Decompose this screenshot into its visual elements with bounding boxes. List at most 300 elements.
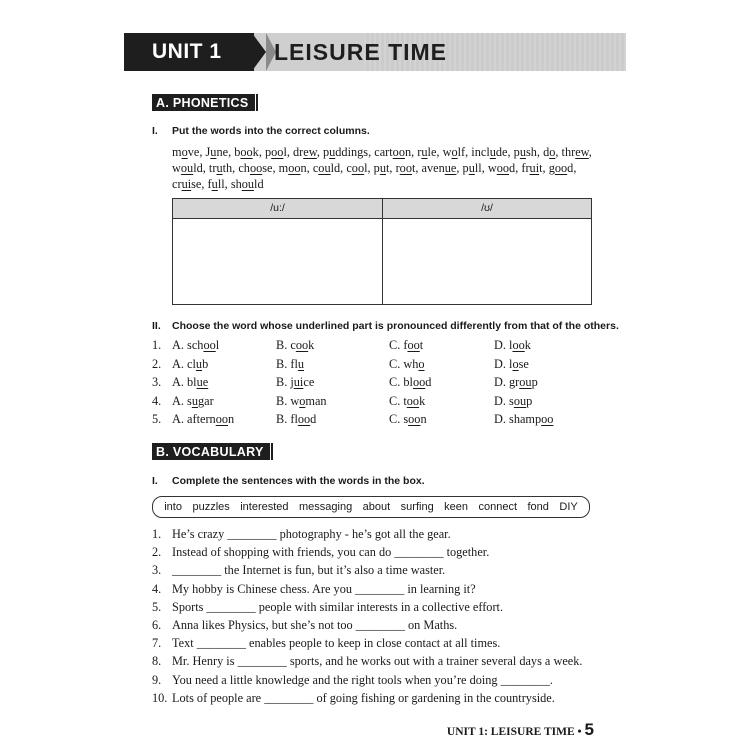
option-letter: C. [389,375,404,389]
word-item [548,161,577,175]
word-part: th [222,161,233,175]
underlined-part: u [329,145,336,159]
question-number: 2. [152,356,162,371]
word-separator: , [316,145,323,159]
word-separator: , [224,177,231,191]
answer-option [172,394,214,409]
word-item [562,145,589,159]
word-part: n [420,412,427,426]
underlined-part: ew [575,145,589,159]
word-part: cart [374,145,393,159]
word-part: c [312,161,319,175]
word-part: se [518,356,529,371]
unit-title: LEISURE TIME [274,39,448,65]
underlined-part: o [418,356,425,371]
underlined-part: oo [512,338,525,352]
word-part: b [202,356,209,371]
word-part: gr [509,375,520,389]
option-letter: D. [494,356,510,371]
word-separator: , [436,145,443,159]
word-item [313,161,340,175]
word-part: sh [525,145,537,159]
word-part: p [513,145,520,159]
underlined-part: oo [554,161,568,175]
word-item [238,161,272,175]
word-part: bl [187,375,197,389]
word-item [374,161,390,175]
option-letter: B. [276,356,291,371]
word-part: fl [290,356,298,371]
word-part: wh [403,356,419,371]
word-part: b [234,145,241,159]
sentence-number: 9. [152,672,162,687]
word-part: l [509,338,513,352]
underlined-part: u [191,393,198,408]
table-divider [382,199,383,304]
answer-option [172,375,208,390]
banner-arrow-shape [252,33,266,71]
underlined-part: oo [295,338,309,352]
word-part: k [419,393,426,408]
underlined-part: ew [303,145,317,159]
word-separator: , [272,161,279,175]
word-separator: , [228,145,235,159]
word-part: se [191,177,202,191]
box-word: keen [444,501,469,513]
underlined-part: u [216,161,223,175]
word-part: fr [521,161,530,175]
word-part: d [567,161,574,175]
word-separator: , [367,161,374,175]
mcq-row [152,412,592,428]
word-separator: , [199,145,206,159]
mcq-row [152,375,592,391]
underlined-part: oo [203,338,216,352]
underlined-part: oo [412,375,426,389]
unit-label: UNIT 1 [152,40,222,63]
underlined-part: u [211,177,218,191]
underlined-part: ou [318,161,331,175]
word-part: ll [217,177,225,191]
unit-banner [124,33,626,71]
option-letter: B. [276,393,291,408]
word-part: k [252,145,259,159]
word-part: t [385,161,390,175]
word-part: se [262,161,273,175]
word-part: k [308,338,315,352]
word-part: le [427,145,437,159]
underlined-part: oo [271,145,284,159]
word-part: t [403,393,407,408]
word-separator: , [415,161,422,175]
word-separator: , [456,161,463,175]
option-letter: C. [389,338,404,352]
sentence-text: Instead of shopping with friends, you can do ________ together. [172,545,490,560]
underlined-part: oo [496,161,510,175]
word-part: p [264,145,272,159]
word-part: t [539,161,543,175]
word-separator: , [573,161,577,175]
word-item [346,161,367,175]
underlined-part: ou [241,177,255,191]
sentence-row [152,636,602,651]
question-number: 4. [152,393,162,408]
sentence-number: 5. [152,599,162,614]
option-letter: D. [494,338,510,352]
word-part: sch [187,338,204,352]
word-part: cr [172,177,182,191]
answer-option [389,338,423,353]
sentence-number: 7. [152,636,162,651]
sentence-text: Lots of people are ________ of going fishing or gardening in the countryside. [172,690,555,705]
underlined-part: u [519,145,526,159]
word-item [543,145,555,159]
underlined-part: u [421,145,428,159]
word-part: J [205,145,211,159]
word-part: ld [254,177,264,191]
word-separator: , [515,161,522,175]
exercise-number: I. [152,475,158,487]
word-part: m [172,145,182,159]
underlined-part: ou [519,375,532,389]
word-part: w [290,393,300,408]
column-header-long-u: /u:/ [270,202,285,214]
word-item [209,161,232,175]
underlined-part: oo [249,161,263,175]
answer-option [494,375,538,390]
word-part: shamp [509,412,542,426]
word-part: f [207,177,212,191]
answer-option [494,412,553,427]
box-word: into [164,501,182,513]
underlined-part: ui [529,161,540,175]
word-part: t [419,338,424,352]
sentence-row [152,654,602,669]
word-part: bl [403,375,413,389]
word-separator: , [411,145,418,159]
option-letter: A. [172,375,188,389]
word-item [293,145,317,159]
word-item [265,145,287,159]
underlined-part: oo [407,338,420,352]
answer-option [276,357,304,372]
option-letter: A. [172,393,188,408]
word-part: lf [457,145,466,159]
option-letter: D. [494,393,510,408]
question-number: 3. [152,375,162,389]
sentence-row [152,545,602,560]
word-part: s [403,412,409,426]
word-separator: , [542,161,549,175]
sentence-number: 8. [152,654,162,669]
box-word: puzzles [192,501,230,513]
word-item [172,161,203,175]
underlined-part: o [512,356,519,371]
word-box [152,496,590,518]
word-separator: , [306,161,313,175]
option-letter: A. [172,412,188,426]
word-separator: , [465,145,472,159]
underlined-part: ou [180,161,194,175]
sentence-row [152,582,602,597]
option-letter: B. [276,375,291,389]
word-part: ch [238,161,250,175]
word-item [521,161,542,175]
underlined-part: o [451,145,458,159]
word-part: n [300,161,307,175]
sentence-number: 10. [152,690,168,705]
box-word: connect [478,501,518,513]
word-item [422,161,457,175]
word-part: t [411,161,416,175]
sentence-number: 1. [152,527,162,541]
word-part: ve [187,145,200,159]
underlined-part: oo [541,412,554,426]
sentence-text: You need a little knowledge and the right tools when you’re doing ________. [172,672,553,687]
underlined-part: u [210,145,217,159]
word-item [206,145,229,159]
word-part: m [278,161,289,175]
word-part: l [215,338,220,352]
word-part: p [322,145,330,159]
word-part: c [290,338,296,352]
word-part: l [283,145,287,159]
sentence-text: ________ the Internet is fun, but it’s also a time waster. [172,563,446,578]
footer-text: UNIT 1: LEISURE TIME • [446,726,582,738]
column-header-short-u: /ʊ/ [481,202,493,214]
vocab-ex1-instruction [152,475,425,487]
mcq-row [152,357,592,373]
sentence-row [152,527,602,542]
underlined-part: oo [399,161,412,175]
option-letter: B. [276,412,291,426]
mcq-row [152,394,592,410]
underlined-part: oo [408,412,421,426]
option-letter: D. [494,375,510,389]
word-part: ce [303,375,315,389]
underlined-part: oo [288,161,301,175]
option-letter: C. [389,393,404,408]
answer-option [494,394,532,409]
word-part: g [548,161,555,175]
instruction-text: Put the words into the correct columns. [172,125,370,137]
word-part: n [404,145,412,159]
box-word: interested [240,501,289,513]
underlined-part: ue [444,161,457,175]
sentence-row [152,673,602,688]
underlined-part: oo [406,393,420,408]
exercise-number: II. [152,320,161,332]
word-part: k [524,338,531,352]
word-part: sh [230,177,242,191]
underlined-part: o [549,145,556,159]
word-part: d [509,161,516,175]
word-part: s [509,393,514,408]
answer-option [389,357,425,372]
option-letter: A. [172,356,188,371]
word-part: ld [193,161,203,175]
sentence-number: 4. [152,581,162,596]
word-part: tr [208,161,217,175]
word-part: p [462,161,469,175]
word-item [234,145,259,159]
word-part: dr [293,145,304,159]
word-part: p [531,375,538,389]
word-part: man [305,393,327,408]
underlined-part: u [468,161,475,175]
word-item [471,145,507,159]
word-part: w [442,145,452,159]
option-letter: C. [389,412,404,426]
box-word: messaging [299,501,353,513]
answer-option [276,394,327,409]
box-word: surfing [400,501,434,513]
sentence-row [152,600,602,615]
page-number: 5 [584,720,594,739]
word-part: p [373,161,380,175]
word-part: ll [474,161,482,175]
word-part: ld [330,161,341,175]
word-item [374,145,411,159]
word-part: r [417,145,422,159]
word-separator: , [232,161,239,175]
option-letter: C. [389,356,404,371]
word-part: w [172,161,181,175]
word-part: p [526,393,533,408]
word-part: de [495,145,508,159]
word-separator: , [258,145,265,159]
word-separator: , [507,145,514,159]
box-word: fond [527,501,549,513]
sentence-text: Mr. Henry is ________ sports, and he works out with a trainer several days a week. [172,654,583,669]
word-part: incl [471,145,490,159]
instruction-text: Complete the sentences with the words in the box. [172,475,425,487]
word-separator: , [201,177,208,191]
page-footer [447,720,594,740]
word-part: aftern [187,412,216,426]
word-part: d [543,145,550,159]
word-list [172,144,596,192]
phonetics-ex2-instruction [152,320,619,332]
option-letter: B. [276,338,291,352]
question-number: 1. [152,338,162,352]
underlined-part: ou [513,393,527,408]
exercise-number: I. [152,125,158,137]
underlined-part: oo [297,412,311,426]
underlined-part: ui [293,375,304,389]
word-item [417,145,436,159]
word-item [231,177,264,191]
sentence-row [152,618,602,633]
underlined-part: oo [215,412,228,426]
option-letter: D. [494,412,510,426]
answer-option [276,338,314,353]
sentence-text: Anna likes Physics, but she’s not too ________ on Maths. [172,618,458,632]
box-word: about [362,501,391,513]
underlined-part: u [297,356,305,371]
underlined-part: u [195,356,203,371]
underlined-part: ui [181,177,192,191]
sentence-number: 3. [152,563,162,578]
word-part: l [364,161,368,175]
word-part: aven [421,161,445,175]
sentence-number: 2. [152,545,162,560]
box-word: DIY [559,501,578,513]
word-part: ne [216,145,229,159]
underlined-part: o [181,145,188,159]
answer-option [172,412,234,427]
word-item [172,177,201,191]
word-item [514,145,537,159]
sound-table [172,198,592,305]
answer-option [276,412,316,427]
answer-option [389,394,425,409]
word-separator: , [536,145,544,159]
word-item [323,145,368,159]
underlined-part: oo [392,145,405,159]
word-part: d [425,375,432,389]
word-part: gar [197,393,214,408]
sentence-row [152,691,602,706]
sentence-number: 6. [152,618,162,632]
underlined-part: u [489,145,496,159]
word-part: j [290,375,294,389]
section-a-label: A. PHONETICS [152,94,255,111]
underlined-part: o [299,393,306,408]
underlined-part: u [379,161,386,175]
mcq-row [152,338,592,354]
word-part: c [346,161,352,175]
word-separator: , [481,161,488,175]
answer-option [276,375,314,390]
underlined-part: oo [240,145,253,159]
answer-option [172,357,208,372]
word-item [443,145,466,159]
word-part: n [228,412,235,426]
answer-option [172,338,219,353]
phonetics-ex1-instruction [152,125,370,137]
word-part: d [310,412,317,426]
sentence-text: My hobby is Chinese chess. Are you ________ in learning it? [172,581,476,596]
sentence-text: Text ________ enables people to keep in close contact at all times. [172,636,501,651]
instruction-text: Choose the word whose underlined part is pronounced differently from that of the others. [172,320,619,332]
word-separator: , [202,161,209,175]
word-separator: , [286,145,294,159]
answer-option [389,412,427,427]
word-separator: , [368,145,375,159]
word-separator: , [555,145,562,159]
word-part: r [395,161,400,175]
word-part: s [187,393,192,408]
word-separator: , [588,145,592,159]
word-part: fl [290,412,298,426]
word-item [463,161,482,175]
word-separator: , [389,161,396,175]
word-part: ddings [335,145,369,159]
word-item [396,161,416,175]
word-item [279,161,307,175]
answer-option [389,375,431,390]
sentence-text: Sports ________ people with similar interests in a collective effort. [172,599,504,614]
section-b-label: B. VOCABULARY [152,443,270,460]
question-number: 5. [152,412,162,426]
word-item [488,161,515,175]
sentence-text: He’s crazy ________ photography - he’s got all the gear. [172,527,451,541]
word-part: l [509,356,513,371]
answer-option [494,338,531,353]
word-part: w [487,161,497,175]
word-item [208,177,225,191]
